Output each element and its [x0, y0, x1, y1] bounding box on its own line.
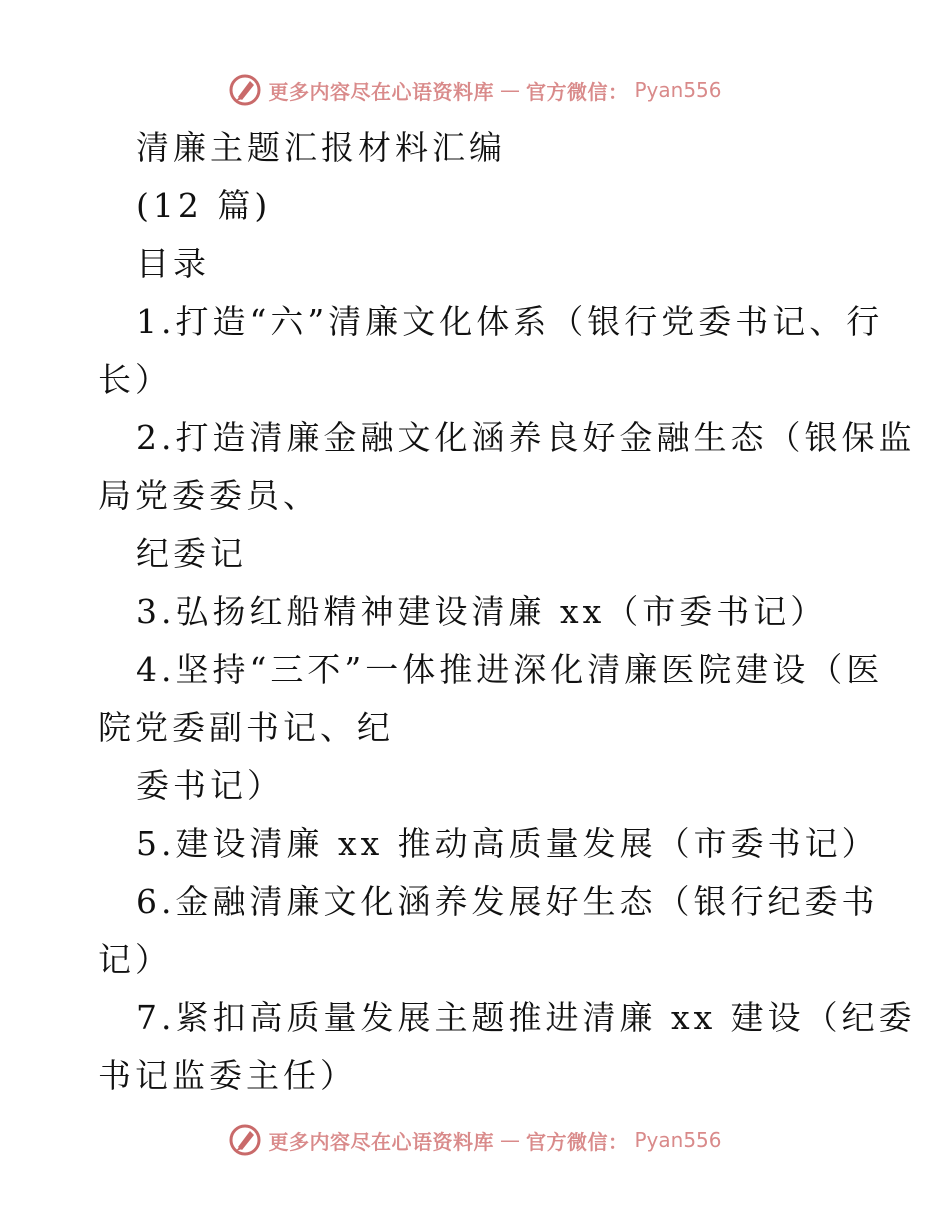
footer-watermark [0, 1120, 950, 1160]
toc-item-7: 7.紧扣高质量发展主题推进清廉 xx 建设（纪委 [136, 998, 916, 1037]
pen-logo-icon [228, 73, 262, 107]
toc-item-6: 6.金融清廉文化涵养发展好生态（银行纪委书 [136, 882, 879, 921]
watermark-dash: — [499, 78, 520, 102]
watermark-wechat-id: Pyan556 [634, 1128, 722, 1152]
pen-logo-icon [228, 1123, 262, 1157]
toc-item-2-cont: 局党委委员、 [98, 476, 320, 515]
watermark-wechat-id: Pyan556 [634, 78, 722, 102]
header-watermark [0, 70, 950, 110]
toc-item-4-cont: 院党委副书记、纪 [98, 708, 394, 747]
watermark-text: 更多内容尽在心语资料库 [268, 79, 494, 104]
watermark-text: 更多内容尽在心语资料库 [268, 1129, 494, 1154]
watermark-wechat-label: 官方微信： [525, 79, 629, 104]
toc-item-6-cont: 记） [98, 940, 172, 979]
document-subtitle: (12 篇) [136, 186, 272, 225]
watermark-wechat-label: 官方微信： [525, 1129, 629, 1154]
toc-item-2-cont-2: 纪委记 [136, 534, 247, 573]
toc-item-4: 4.坚持“三不”一体推进深化清廉医院建设（医 [136, 650, 884, 689]
toc-heading: 目录 [136, 244, 210, 283]
watermark-dash: — [499, 1128, 520, 1152]
toc-item-2: 2.打造清廉金融文化涵养良好金融生态（银保监 [136, 418, 916, 457]
toc-item-7-cont: 书记监委主任） [98, 1056, 357, 1095]
toc-item-5: 5.建设清廉 xx 推动高质量发展（市委书记） [136, 824, 879, 863]
toc-item-1: 1.打造“六”清廉文化体系（银行党委书记、行 [136, 302, 884, 341]
toc-item-3: 3.弘扬红船精神建设清廉 xx（市委书记） [136, 592, 828, 631]
document-title: 清廉主题汇报材料汇编 [136, 128, 506, 167]
toc-item-1-cont: 长） [98, 360, 172, 399]
toc-item-4-cont-2: 委书记） [136, 766, 284, 805]
